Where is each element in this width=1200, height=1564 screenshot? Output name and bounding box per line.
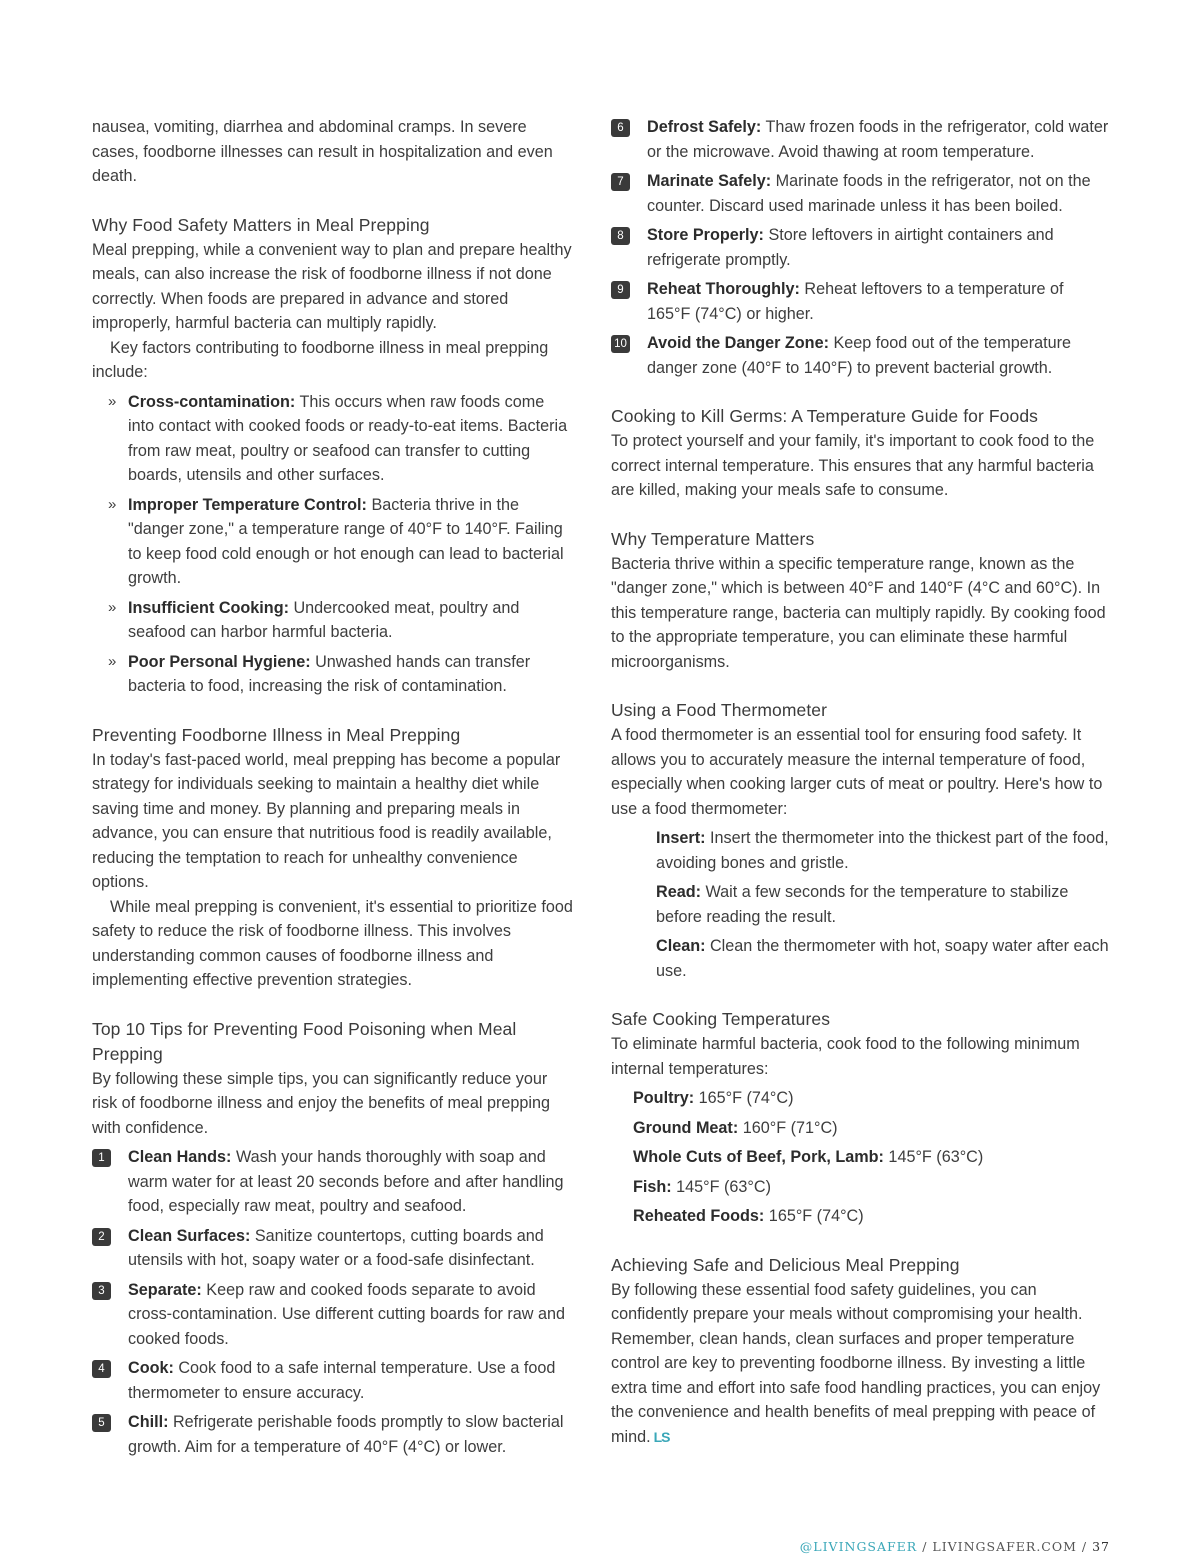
tips-list-part-2 bbox=[611, 115, 1111, 380]
section-heading: Top 10 Tips for Preventing Food Poisoning when Meal Prepping bbox=[92, 1018, 517, 1064]
thermometer-steps bbox=[611, 826, 1111, 983]
tip-item bbox=[92, 1278, 574, 1352]
end-mark-logo-icon: LS bbox=[653, 1428, 670, 1445]
tip-number-badge: 3 bbox=[92, 1282, 111, 1300]
tip-item bbox=[92, 1410, 574, 1459]
paragraph: Meal prepping, while a convenient way to plan and prepare healthy meals, can also increase the risk of foodborne illness if not done correctly. When foods are prepared in advance and stored improperly, harmful bacteria can multiply rapidly. bbox=[92, 240, 572, 332]
paragraph: While meal prepping is convenient, it's essential to prioritize food safety to reduce the risk of foodborne illness. This involves understanding common causes of foodborne illness and implementing effective prevention strategies. bbox=[92, 897, 573, 989]
paragraph: To eliminate harmful bacteria, cook food to the following minimum internal temperatures: bbox=[611, 1035, 1080, 1078]
step-term: Read: bbox=[656, 883, 701, 901]
preventing-section bbox=[92, 723, 574, 993]
paragraph: Key factors contributing to foodborne illness in meal prepping include: bbox=[92, 338, 549, 381]
list-item bbox=[611, 1116, 1111, 1141]
tip-item bbox=[611, 115, 1111, 164]
list-item-text: Unwashed hands can transfer bacteria to food, increasing the risk of contamination. bbox=[128, 652, 531, 695]
footer-separator: / bbox=[917, 1539, 933, 1554]
right-column bbox=[611, 115, 1111, 1449]
food-temperature: 145°F (63°C) bbox=[883, 1148, 984, 1166]
cooking-guide-section bbox=[611, 404, 1111, 503]
bullet-marker: » bbox=[108, 598, 117, 616]
list-item-term: Cross-contamination: bbox=[128, 392, 296, 411]
risk-factor-list bbox=[92, 390, 574, 699]
tip-term: Clean Surfaces: bbox=[128, 1226, 251, 1245]
section-heading: Preventing Foodborne Illness in Meal Prepping bbox=[92, 724, 461, 745]
tip-number-badge: 2 bbox=[92, 1228, 111, 1246]
tip-number-badge: 5 bbox=[92, 1414, 111, 1432]
tips-list-part-1 bbox=[92, 1145, 574, 1459]
list-item-text: Undercooked meat, poultry and seafood can harbor harmful bacteria. bbox=[128, 598, 520, 641]
safe-temperatures-section bbox=[611, 1007, 1111, 1229]
page-footer bbox=[800, 1539, 1110, 1554]
tip-text: Wash your hands thoroughly with soap and warm water for at least 20 seconds before and after handling food, especially raw meat, poultry and seafood. bbox=[128, 1148, 564, 1215]
step-text: Clean the thermometer with hot, soapy water after each use. bbox=[656, 937, 1109, 980]
tip-text: Reheat leftovers to a temperature of 165°F (74°C) or higher. bbox=[647, 280, 1064, 323]
section-heading: Cooking to Kill Germs: A Temperature Guide for Foods bbox=[611, 406, 1039, 426]
tip-text: Keep food out of the temperature danger zone (40°F to 140°F) to prevent bacterial growth. bbox=[647, 334, 1072, 377]
tip-number-badge: 1 bbox=[92, 1149, 111, 1167]
website-link[interactable]: LIVINGSAFER.COM bbox=[932, 1539, 1077, 1554]
page-number: 37 bbox=[1092, 1539, 1110, 1554]
food-temperature: 165°F (74°C) bbox=[764, 1207, 864, 1225]
bullet-marker: » bbox=[108, 652, 117, 670]
food-temperature: 145°F (63°C) bbox=[671, 1177, 771, 1196]
step-text: Insert the thermometer into the thickest part of the food, avoiding bones and gristle. bbox=[656, 829, 1109, 872]
section-heading: Using a Food Thermometer bbox=[611, 700, 828, 720]
tip-term: Store Properly: bbox=[647, 226, 764, 244]
tip-item bbox=[92, 1356, 574, 1405]
list-item bbox=[611, 1204, 1111, 1229]
tip-term: Reheat Thoroughly: bbox=[647, 280, 800, 298]
why-temperature-section bbox=[611, 527, 1111, 675]
list-item-term: Improper Temperature Control: bbox=[128, 495, 367, 514]
tip-text: Thaw frozen foods in the refrigerator, cold water or the microwave. Avoid thawing at room temperature. bbox=[647, 118, 1109, 161]
paragraph: Bacteria thrive within a specific temperature range, known as the "danger zone," which is between 40°F and 140°F (4°C and 60°C). In this temperature range, bacteria can multiply rapidly. By cooking food to the appropriate temperature, you can eliminate these harmful microorganisms. bbox=[611, 554, 1106, 671]
bullet-marker: » bbox=[108, 392, 117, 410]
tip-term: Cook: bbox=[128, 1359, 174, 1377]
tip-text: Store leftovers in airtight containers and refrigerate promptly. bbox=[647, 226, 1054, 269]
tip-term: Clean Hands: bbox=[128, 1148, 232, 1166]
tip-item bbox=[611, 169, 1111, 218]
list-item-text: This occurs when raw foods come into contact with cooked foods or ready-to-eat items. Bacteria from raw meat, poultry or seafood can transfer to cutting boards, utensils and other surfaces. bbox=[128, 392, 568, 484]
tip-text: Cook food to a safe internal temperature. Use a food thermometer to ensure accuracy. bbox=[128, 1359, 556, 1402]
paragraph: To protect yourself and your family, it's important to cook food to the correct internal temperature. This ensures that any harmful bacteria are killed, making your meals safe to consume. bbox=[611, 432, 1095, 499]
tip-number-badge: 8 bbox=[611, 227, 630, 245]
list-item-term: Insufficient Cooking: bbox=[128, 598, 289, 617]
paragraph: A food thermometer is an essential tool for ensuring food safety. It allows you to accurately measure the internal temperature of food, especially when cooking larger cuts of meat or poultry. Here's how to use a food thermometer: bbox=[611, 726, 1103, 818]
tip-term: Marinate Safely: bbox=[647, 172, 772, 190]
tip-number-badge: 9 bbox=[611, 281, 630, 299]
top-10-tips-section bbox=[92, 1017, 574, 1460]
tip-term: Avoid the Danger Zone: bbox=[647, 334, 829, 352]
tip-text: Marinate foods in the refrigerator, not on the counter. Discard used marinade unless it has been boiled. bbox=[647, 172, 1091, 215]
tip-item bbox=[611, 223, 1111, 272]
list-item bbox=[92, 390, 574, 488]
list-item bbox=[92, 650, 574, 699]
list-item bbox=[92, 493, 574, 591]
left-column bbox=[92, 115, 574, 1464]
list-item bbox=[611, 880, 1111, 929]
paragraph bbox=[611, 1278, 1111, 1450]
bullet-marker: » bbox=[108, 495, 117, 513]
tip-number-badge: 10 bbox=[611, 335, 630, 353]
step-term: Clean: bbox=[656, 937, 706, 955]
intro-paragraph: nausea, vomiting, diarrhea and abdominal cramps. In severe cases, foodborne illnesses can result in hospitalization and even death. bbox=[92, 118, 553, 185]
list-item bbox=[92, 596, 574, 645]
step-text: Wait a few seconds for the temperature to stabilize before reading the result. bbox=[656, 883, 1069, 926]
section-heading: Why Food Safety Matters in Meal Prepping bbox=[92, 214, 430, 235]
list-item bbox=[611, 826, 1111, 875]
tip-term: Chill: bbox=[128, 1413, 169, 1431]
food-name: Fish: bbox=[633, 1177, 672, 1196]
list-item-text: Bacteria thrive in the "danger zone," a temperature range of 40°F to 140°F. Failing to keep food cold enough or hot enough can lead to bacterial growth. bbox=[128, 495, 564, 587]
food-temperature: 160°F (71°C) bbox=[738, 1118, 838, 1137]
tip-item bbox=[611, 331, 1111, 380]
section-heading: Why Temperature Matters bbox=[611, 528, 815, 549]
why-food-safety-section bbox=[92, 213, 574, 699]
list-item-term: Poor Personal Hygiene: bbox=[128, 652, 311, 671]
list-item bbox=[611, 934, 1111, 983]
list-item bbox=[611, 1175, 1111, 1200]
tip-item bbox=[92, 1145, 574, 1219]
tip-number-badge: 4 bbox=[92, 1360, 111, 1378]
paragraph-text: By following these essential food safety guidelines, you can confidently prepare your meals without compromising your health. Remember, clean hands, clean surfaces and proper temperature control are key to preventing foodborne illness. By investing a little extra time and effort into safe food handling practices, you can enjoy the convenience and health benefits of meal prepping with peace of mind. bbox=[611, 1280, 1101, 1446]
tip-text: Sanitize countertops, cutting boards and utensils with hot, soapy water or a food-safe disinfectant. bbox=[128, 1226, 544, 1269]
section-heading: Achieving Safe and Delicious Meal Prepping bbox=[611, 1254, 960, 1275]
food-name: Ground Meat: bbox=[633, 1118, 739, 1137]
achieving-section bbox=[611, 1253, 1111, 1450]
section-heading: Safe Cooking Temperatures bbox=[611, 1009, 831, 1029]
social-handle-link[interactable]: @LIVINGSAFER bbox=[799, 1539, 918, 1554]
tip-term: Separate: bbox=[128, 1280, 202, 1299]
tip-number-badge: 7 bbox=[611, 173, 630, 191]
food-temperature: 165°F (74°C) bbox=[694, 1089, 794, 1107]
tip-number-badge: 6 bbox=[611, 119, 630, 137]
thermometer-section bbox=[611, 698, 1111, 983]
tip-item bbox=[611, 277, 1111, 326]
tip-item bbox=[92, 1224, 574, 1273]
temperature-list bbox=[611, 1086, 1111, 1229]
food-name: Whole Cuts of Beef, Pork, Lamb: bbox=[633, 1148, 884, 1166]
footer-separator: / bbox=[1076, 1539, 1093, 1554]
step-term: Insert: bbox=[656, 829, 706, 847]
tip-term: Defrost Safely: bbox=[647, 118, 762, 136]
food-name: Reheated Foods: bbox=[633, 1207, 765, 1225]
paragraph: By following these simple tips, you can significantly reduce your risk of foodborne illness and enjoy the benefits of meal prepping with confidence. bbox=[92, 1069, 551, 1137]
tip-text: Refrigerate perishable foods promptly to slow bacterial growth. Aim for a temperature of 40°F (4°C) or lower. bbox=[128, 1413, 564, 1456]
list-item bbox=[611, 1086, 1111, 1111]
food-name: Poultry: bbox=[633, 1089, 695, 1107]
list-item bbox=[611, 1145, 1111, 1170]
paragraph: In today's fast-paced world, meal prepping has become a popular strategy for individuals seeking to maintain a healthy diet while saving time and money. By planning and preparing meals in advance, you can ensure that nutritious food is readily available, reducing the temptation to reach for unhealthy convenience options. bbox=[92, 750, 561, 891]
tip-text: Keep raw and cooked foods separate to avoid cross-contamination. Use different cutting boards for raw and cooked foods. bbox=[128, 1280, 565, 1348]
